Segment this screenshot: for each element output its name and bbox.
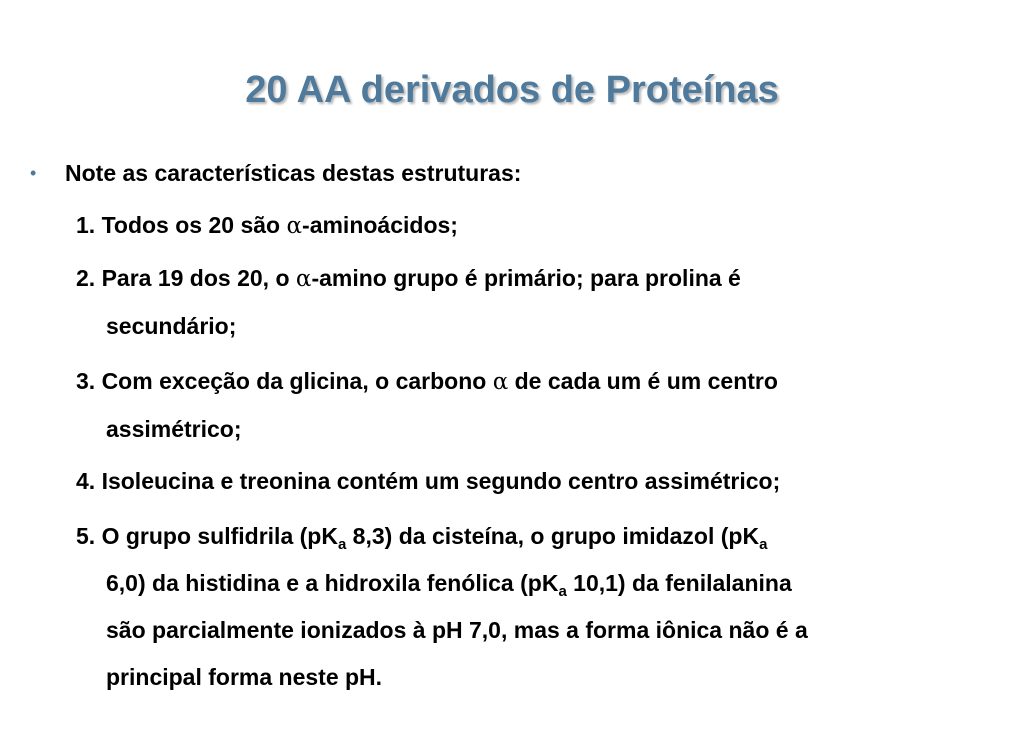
item-3-line-2: assimétrico; xyxy=(106,416,242,442)
item-3-line-1 xyxy=(76,358,996,406)
pka-subscript: a xyxy=(558,583,567,600)
bullet-dot-icon: • xyxy=(30,163,37,183)
item-1-line xyxy=(76,202,996,250)
alpha-symbol: α xyxy=(492,369,509,395)
list-item-1 xyxy=(76,202,996,250)
pka-subscript: a xyxy=(337,536,347,553)
item-2-line-1 xyxy=(76,255,996,303)
list-item-4 xyxy=(76,458,996,505)
item-5-text-c: 6,0) da histidina e a hidroxila fenólica (pK xyxy=(106,570,559,596)
list-item-3 xyxy=(76,358,996,453)
alpha-symbol: α xyxy=(295,266,312,292)
item-4-line: 4. Isoleucina e treonina contém um segundo centro assimétrico; xyxy=(76,468,781,494)
item-2-text-b: -amino grupo é primário; para prolina é xyxy=(311,265,741,291)
pka-subscript: a xyxy=(759,536,768,553)
list-item-2 xyxy=(76,255,996,350)
item-3-text-b: de cada um é um centro xyxy=(508,368,778,394)
item-5-text-a: 5. O grupo sulfidrila (pK xyxy=(76,523,338,549)
item-5-line-4: principal forma neste pH. xyxy=(106,664,383,690)
slide-title: 20 AA derivados de Proteínas xyxy=(245,69,779,111)
item-5-text-b: 8,3) da cisteína, o grupo imidazol (pK xyxy=(346,523,760,549)
item-2-line-2: secundário; xyxy=(106,313,237,339)
item-5-line-2 xyxy=(76,560,996,607)
item-1-text-b: -aminoácidos; xyxy=(302,212,458,238)
item-2-text-a: 2. Para 19 dos 20, o xyxy=(76,265,296,291)
item-3-text-a: 3. Com exceção da glicina, o carbono xyxy=(76,368,493,394)
list-item-5 xyxy=(76,513,996,701)
item-1-text-a: 1. Todos os 20 são xyxy=(76,212,287,238)
alpha-symbol: α xyxy=(286,213,303,239)
item-5-text-d: 10,1) da fenilalanina xyxy=(566,570,792,596)
item-5-line-3: são parcialmente ionizados à pH 7,0, mas a forma iônica não é a xyxy=(106,617,808,643)
item-5-line-1 xyxy=(76,513,996,560)
intro-text: Note as características destas estruturas: xyxy=(65,160,522,186)
